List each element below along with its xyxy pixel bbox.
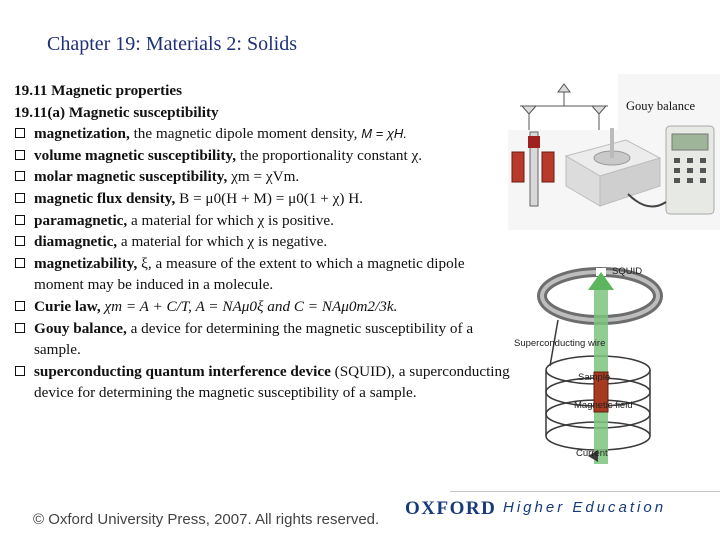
checkbox-bullet-icon <box>15 323 25 333</box>
checkbox-bullet-icon <box>15 236 25 246</box>
checkbox-bullet-icon <box>15 366 25 376</box>
bullet-formula: B = μ0(H + M) = μ0(1 + χ) H. <box>179 189 363 207</box>
superconducting-wire-label: Superconducting wire <box>514 338 606 349</box>
higher-education-logo: Higher Education <box>503 499 667 516</box>
bullet-molar-susceptibility <box>14 166 514 188</box>
bullet-gouy-balance <box>14 318 514 361</box>
section-heading: 19.11 Magnetic properties <box>14 82 183 99</box>
bullet-term: volume magnetic susceptibility, <box>34 146 237 164</box>
bullet-text: the magnetic dipole moment density, <box>129 125 362 143</box>
copyright-notice: © Oxford University Press, 2007. All rights reserved. <box>33 511 380 528</box>
bullet-term: magnetization, <box>34 125 130 143</box>
bullet-text: a material for which χ is positive. <box>127 211 334 229</box>
checkbox-bullet-icon <box>15 258 25 268</box>
oxford-logo: OXFORD <box>405 498 497 519</box>
bullet-formula: χm = A + C/T, A = NAμ0ξ and C = NAμ0m2/3k. <box>104 297 398 315</box>
slide-title: Chapter 19: Materials 2: Solids <box>47 33 297 55</box>
bullet-term: molar magnetic susceptibility, <box>34 168 228 186</box>
bullet-text: (SQUID), a superconducting device for determining the magnetic susceptibility of a sample. <box>34 362 510 402</box>
checkbox-bullet-icon <box>15 128 25 138</box>
bullet-term: magnetizability, <box>34 254 138 272</box>
footer-divider <box>450 491 720 492</box>
bullet-text: a material for which χ is negative. <box>117 233 328 251</box>
bullet-magnetization <box>14 123 514 145</box>
checkbox-bullet-icon <box>15 171 25 181</box>
bullet-term: Gouy balance, <box>34 319 127 337</box>
bullet-formula: M = χH. <box>361 126 407 142</box>
bullet-term: superconducting quantum interference device <box>34 362 331 380</box>
bullet-flux-density <box>14 188 514 210</box>
bullet-text: a device for determining the magnetic susceptibility of a sample. <box>34 319 474 359</box>
bullet-text: χm = χVm. <box>227 168 300 186</box>
checkbox-bullet-icon <box>15 301 25 311</box>
bullet-text: ξ, a measure of the extent to which a magnetic dipole moment may be induced in a molecule. <box>34 254 465 294</box>
bullet-paramagnetic <box>14 210 514 232</box>
squid-label: SQUID <box>612 266 643 277</box>
bullet-text: the proportionality constant χ. <box>236 146 423 164</box>
bullet-volume-susceptibility <box>14 145 514 167</box>
slide-body <box>14 80 514 404</box>
gouy-balance-image <box>508 74 720 230</box>
bullet-term: magnetic flux density, <box>34 189 176 207</box>
bullet-term: paramagnetic, <box>34 211 128 229</box>
current-label: Current <box>576 448 608 459</box>
checkbox-bullet-icon <box>15 215 25 225</box>
gouy-balance-label: Gouy balance <box>626 99 696 113</box>
checkbox-bullet-icon <box>15 150 25 160</box>
bullet-diamagnetic <box>14 231 514 253</box>
bullet-term: Curie law, <box>34 297 101 315</box>
magnetic-field-label: Magnetic field <box>574 400 633 411</box>
sample-label: Sample <box>578 372 611 383</box>
subsection-heading: 19.11(a) Magnetic susceptibility <box>14 103 219 121</box>
bullet-curie-law <box>14 296 514 318</box>
bullet-term: diamagnetic, <box>34 233 118 251</box>
checkbox-bullet-icon <box>15 193 25 203</box>
bullet-magnetizability <box>14 253 514 296</box>
bullet-squid <box>14 361 514 404</box>
squid-diagram <box>498 260 720 475</box>
